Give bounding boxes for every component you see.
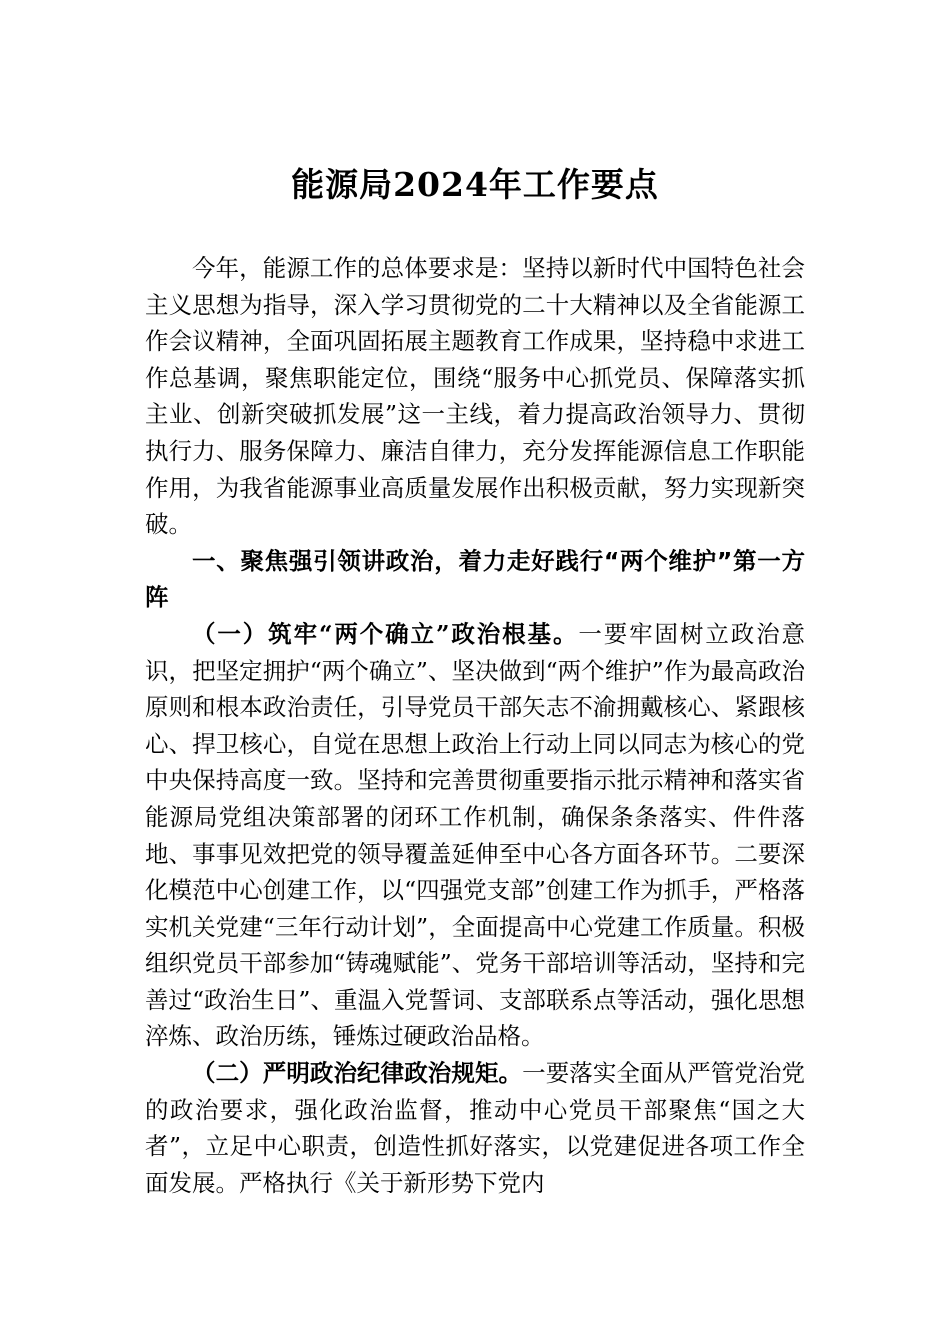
document-title: 能源局2024年工作要点 <box>291 165 659 204</box>
item-title-1: （一）筑牢“两个确立”政治根基。 <box>192 619 579 648</box>
document-body <box>145 250 805 1201</box>
item-title-2: （二）严明政治纪律政治规矩。 <box>192 1059 523 1088</box>
intro-paragraph: 今年，能源工作的总体要求是：坚持以新时代中国特色社会主义思想为指导，深入学习贯彻党的二十大精神以及全省能源工作会议精神，全面巩固拓展主题教育工作成果，坚持稳中求进工作总基调，聚焦职能定位，围绕“服务中心抓党员、保障落实抓主业、创新突破抓发展”这一主线，着力提高政治领导力、贯彻执行力、服务保障力、廉洁自律力，充分发挥能源信息工作职能作用，为我省能源事业高质量发展作出积极贡献，努力实现新突破。 <box>145 254 805 539</box>
item-text-2: 一要落实全面从严管党治党的政治要求，强化政治监督，推动中心党员干部聚焦“国之大者”，立足中心职责，创造性抓好落实，以党建促进各项工作全面发展。严格执行《关于新形势下党内 <box>145 1059 806 1197</box>
section-heading-1: 一、聚焦强引领讲政治，着力走好践行“两个维护”第一方阵 <box>145 546 805 612</box>
item-paragraph-1 <box>145 616 805 1055</box>
item-text-1: 一要牢固树立政治意识，把坚定拥护“两个确立”、坚决做到“两个维护”作为最高政治原则和根本政治责任，引导党员干部矢志不渝拥戴核心、紧跟核心、捍卫核心，自觉在思想上政治上行动上同以同志为核心的党中央保持高度一致。坚持和完善贯彻重要指示批示精神和落实省能源局党组决策部署的闭环工作机制，确保条条落实、件件落地、事事见效把党的领导覆盖延伸至中心各方面各环节。二要深化模范中心创建工作，以“四强党支部”创建工作为抓手，严格落实机关党建“三年行动计划”，全面提高中心党建工作质量。积极组织党员干部参加“铸魂赋能”、党务干部培训等活动，坚持和完善过“政治生日”、重温入党誓词、支部联系点等活动，强化思想淬炼、政治历练，锤炼过硬政治品格。 <box>145 619 805 1051</box>
item-paragraph-2 <box>145 1055 805 1201</box>
